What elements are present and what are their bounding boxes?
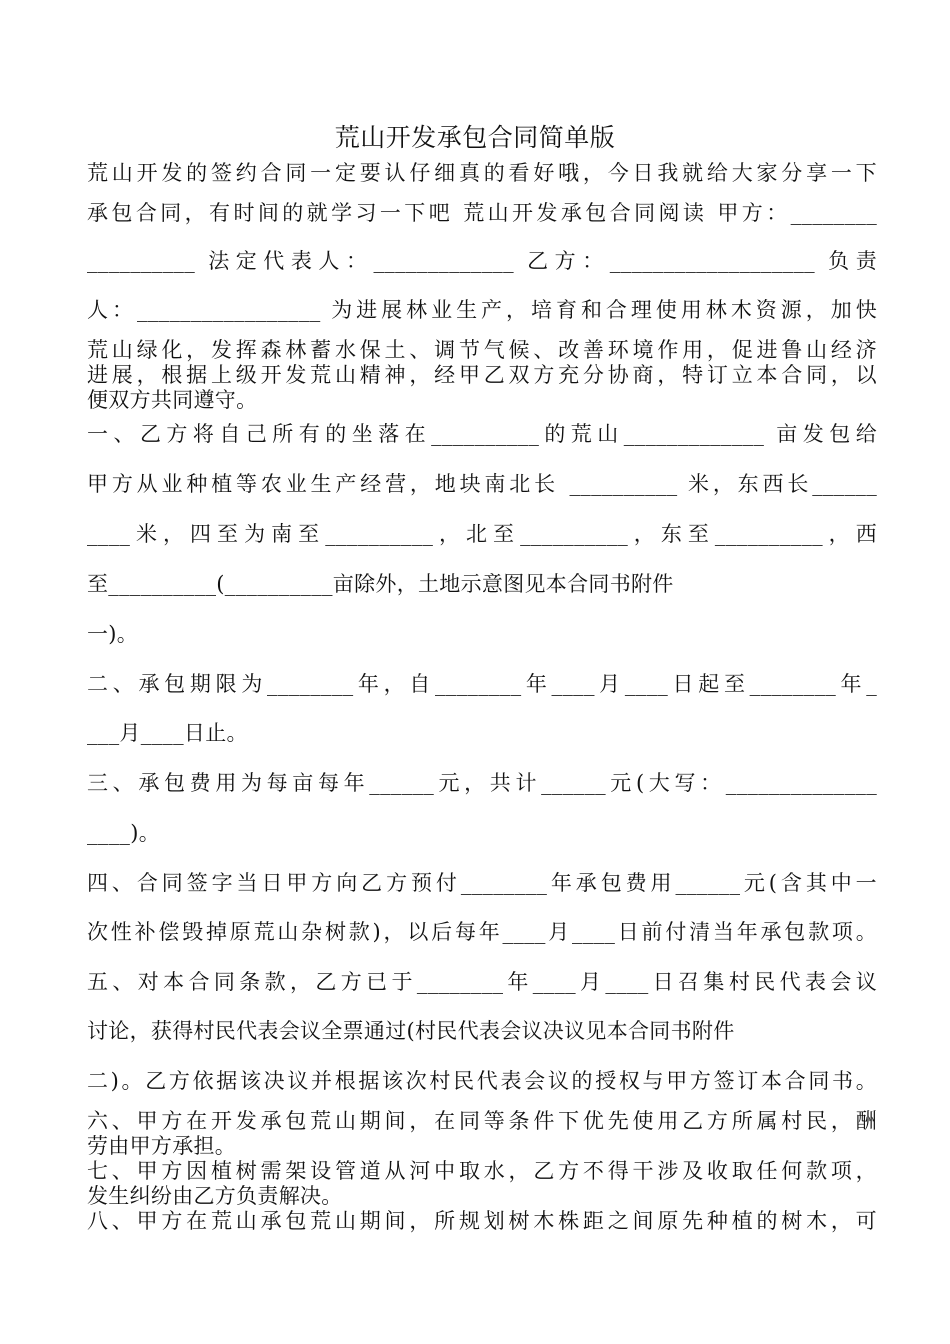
clause-line: 七、甲方因植树需架设管道从河中取水，乙方不得干涉及收取任何款项， (87, 1159, 877, 1183)
clause-line: 二)。乙方依据该决议并根据该次村民代表会议的授权与甲方签订本合同书。 (87, 1069, 877, 1093)
clause-line: 发生纠纷由乙方负责解决。 (87, 1184, 343, 1208)
clause-line: ____)。 (87, 821, 160, 845)
document-title: 荒山开发承包合同简单版 (334, 123, 616, 152)
clause-line: 甲方从业种植等农业生产经营，地块南北长 __________ 米，东西长______ (87, 472, 877, 496)
paragraph-line: 荒山开发的签约合同一定要认仔细真的看好哦，今日我就给大家分享一下 (87, 161, 877, 185)
clause-line: 四、合同签字当日甲方向乙方预付________年承包费用______元(含其中一 (87, 871, 877, 895)
clause-line: 六、甲方在开发承包荒山期间，在同等条件下优先使用乙方所属村民，酬 (87, 1109, 877, 1133)
clause-line: 劳由甲方承担。 (87, 1134, 237, 1158)
clause-line: 至__________(__________亩除外，土地示意图见本合同书附件 (87, 572, 674, 596)
paragraph-line: 人：_________________ 为进展林业生产，培育和合理使用林木资源，加快 (87, 298, 877, 322)
paragraph-line: 便双方共同遵守。 (87, 388, 258, 412)
clause-line: 一)。 (87, 622, 139, 646)
paragraph-line: 进展，根据上级开发荒山精神，经甲乙双方充分协商，特订立本合同，以 (87, 363, 877, 387)
clause-line: 二、承包期限为________年，自________年____月____日起至________年_ (87, 672, 877, 696)
clause-line: 三、承包费用为每亩每年______元，共计______元(大写：______________ (87, 771, 877, 795)
clause-line: 次性补偿毁掉原荒山杂树款)，以后每年____月____日前付清当年承包款项。 (87, 920, 877, 944)
clause-line: ___月____日止。 (87, 721, 248, 745)
paragraph-line: 承包合同，有时间的就学习一下吧 荒山开发承包合同阅读 甲方：________ (87, 201, 877, 225)
clause-line: 一、乙方将自己所有的坐落在__________的荒山_____________ 亩发包给 (87, 422, 877, 446)
clause-line: 八、甲方在荒山承包荒山期间，所规划树木株距之间原先种植的树木，可 (87, 1209, 877, 1233)
paragraph-line: 荒山绿化，发挥森林蓄水保土、调节气候、改善环境作用，促进鲁山经济 (87, 338, 877, 362)
clause-line: 五、对本合同条款，乙方已于________年____月____日召集村民代表会议 (87, 970, 877, 994)
paragraph-line: __________ 法定代表人：_____________ 乙方：___________________ 负责 (87, 249, 877, 273)
clause-line: 讨论，获得村民代表会议全票通过(村民代表会议决议见本合同书附件 (87, 1019, 735, 1043)
clause-line: ____米，四至为南至__________，北至__________，东至__________，西 (87, 522, 877, 546)
